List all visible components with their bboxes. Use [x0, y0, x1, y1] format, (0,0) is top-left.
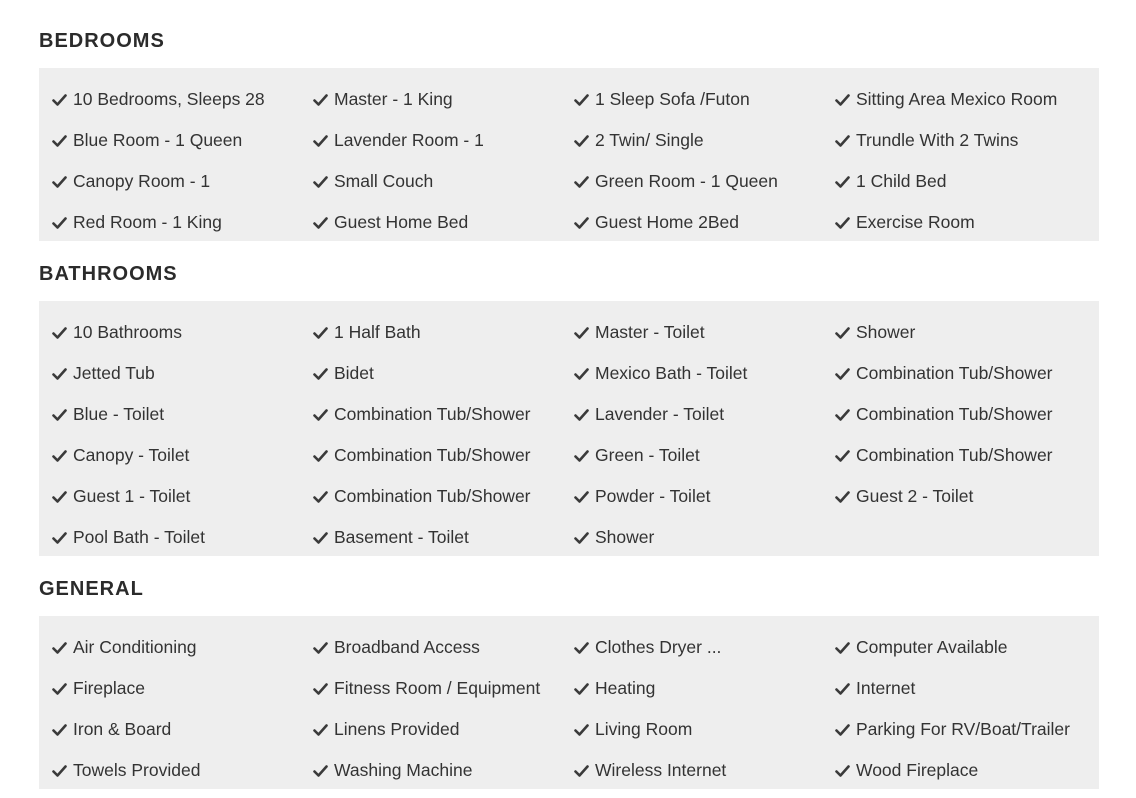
check-icon	[835, 93, 850, 107]
amenity-label: 10 Bedrooms, Sleeps 28	[73, 89, 265, 109]
amenity-item	[313, 476, 574, 517]
amenity-item	[574, 709, 835, 750]
amenity-label: Guest 1 - Toilet	[73, 486, 191, 506]
amenity-label: Shower	[595, 527, 655, 547]
amenity-label: 1 Sleep Sofa /Futon	[595, 89, 750, 109]
amenity-label: Green - Toilet	[595, 445, 700, 465]
amenity-label: 10 Bathrooms	[73, 322, 182, 342]
amenity-item	[52, 202, 313, 243]
amenity-item	[835, 709, 1096, 750]
amenity-label: Master - 1 King	[334, 89, 453, 109]
check-icon	[574, 93, 589, 107]
amenity-item	[835, 353, 1096, 394]
check-icon	[574, 723, 589, 737]
amenity-item	[52, 517, 313, 558]
amenity-item	[52, 668, 313, 709]
amenity-item	[313, 668, 574, 709]
amenity-item	[574, 435, 835, 476]
check-icon	[313, 764, 328, 778]
amenity-label: Powder - Toilet	[595, 486, 711, 506]
bathrooms-section	[39, 260, 1099, 547]
amenity-grid	[39, 68, 1099, 243]
amenity-label: Linens Provided	[334, 719, 460, 739]
amenity-panel	[39, 301, 1099, 556]
check-icon	[52, 641, 67, 655]
amenity-label: Shower	[856, 322, 916, 342]
check-icon	[313, 531, 328, 545]
amenity-label: Trundle With 2 Twins	[856, 130, 1019, 150]
amenity-label: Bidet	[334, 363, 374, 383]
amenity-label: Jetted Tub	[73, 363, 155, 383]
amenity-label: Blue - Toilet	[73, 404, 165, 424]
check-icon	[574, 408, 589, 422]
general-section	[39, 575, 1099, 780]
amenity-label: Mexico Bath - Toilet	[595, 363, 748, 383]
amenity-item	[52, 435, 313, 476]
amenity-item	[835, 120, 1096, 161]
check-icon	[574, 764, 589, 778]
amenity-item	[313, 202, 574, 243]
check-icon	[313, 449, 328, 463]
amenity-item	[52, 476, 313, 517]
amenity-label: Green Room - 1 Queen	[595, 171, 778, 191]
amenity-label: Lavender - Toilet	[595, 404, 725, 424]
check-icon	[52, 326, 67, 340]
amenity-item	[835, 79, 1096, 120]
amenity-label: Wireless Internet	[595, 760, 727, 780]
check-icon	[574, 682, 589, 696]
check-icon	[313, 367, 328, 381]
check-icon	[574, 175, 589, 189]
amenity-item	[574, 79, 835, 120]
check-icon	[574, 641, 589, 655]
amenity-label: Washing Machine	[334, 760, 473, 780]
amenity-item	[574, 476, 835, 517]
check-icon	[835, 326, 850, 340]
check-icon	[835, 175, 850, 189]
amenity-item	[835, 202, 1096, 243]
amenity-item	[835, 668, 1096, 709]
amenity-label: Blue Room - 1 Queen	[73, 130, 243, 150]
check-icon	[835, 641, 850, 655]
amenity-item	[574, 161, 835, 202]
check-icon	[313, 134, 328, 148]
check-icon	[52, 367, 67, 381]
amenity-label: Exercise Room	[856, 212, 975, 232]
amenity-label: Canopy - Toilet	[73, 445, 190, 465]
check-icon	[835, 134, 850, 148]
amenity-panel	[39, 616, 1099, 789]
amenity-item	[835, 161, 1096, 202]
check-icon	[835, 723, 850, 737]
amenity-label: Basement - Toilet	[334, 527, 469, 547]
amenity-panel	[39, 68, 1099, 241]
amenity-item	[835, 394, 1096, 435]
amenity-item	[52, 394, 313, 435]
amenity-item	[835, 476, 1096, 517]
check-icon	[574, 367, 589, 381]
check-icon	[313, 175, 328, 189]
check-icon	[574, 490, 589, 504]
amenity-item	[313, 120, 574, 161]
amenity-label: Small Couch	[334, 171, 434, 191]
amenity-item	[313, 161, 574, 202]
amenity-label: Combination Tub/Shower	[334, 486, 531, 506]
amenity-label: Iron & Board	[73, 719, 172, 739]
check-icon	[835, 408, 850, 422]
amenity-item	[574, 627, 835, 668]
section-title: BATHROOMS	[39, 263, 178, 285]
section-title: GENERAL	[39, 578, 144, 600]
check-icon	[835, 216, 850, 230]
amenity-label: Wood Fireplace	[856, 760, 979, 780]
amenity-item	[574, 750, 835, 791]
amenity-item	[52, 353, 313, 394]
amenity-label: Guest Home Bed	[334, 212, 469, 232]
check-icon	[313, 93, 328, 107]
amenity-item	[313, 312, 574, 353]
amenity-item	[574, 202, 835, 243]
amenity-label: Lavender Room - 1	[334, 130, 484, 150]
amenity-item	[313, 435, 574, 476]
check-icon	[835, 682, 850, 696]
amenity-label: Broadband Access	[334, 637, 480, 657]
amenity-label: Combination Tub/Shower	[856, 363, 1053, 383]
amenity-item	[835, 750, 1096, 791]
check-icon	[52, 490, 67, 504]
check-icon	[313, 723, 328, 737]
amenity-label: Combination Tub/Shower	[856, 404, 1053, 424]
check-icon	[574, 449, 589, 463]
check-icon	[52, 449, 67, 463]
amenity-label: Towels Provided	[73, 760, 201, 780]
check-icon	[835, 490, 850, 504]
check-icon	[313, 490, 328, 504]
amenity-item	[574, 517, 835, 558]
amenity-item	[313, 750, 574, 791]
amenity-item	[52, 312, 313, 353]
check-icon	[52, 682, 67, 696]
check-icon	[52, 93, 67, 107]
section-title: BEDROOMS	[39, 30, 165, 52]
amenity-label: Clothes Dryer ...	[595, 637, 722, 657]
amenity-label: Pool Bath - Toilet	[73, 527, 205, 547]
amenity-item	[52, 627, 313, 668]
amenity-item	[313, 353, 574, 394]
amenity-label: Living Room	[595, 719, 693, 739]
amenity-item	[313, 79, 574, 120]
check-icon	[313, 408, 328, 422]
check-icon	[313, 216, 328, 230]
amenity-item	[574, 668, 835, 709]
amenity-item	[313, 394, 574, 435]
amenity-item	[574, 353, 835, 394]
amenity-label: Red Room - 1 King	[73, 212, 222, 232]
amenity-label: Combination Tub/Shower	[334, 404, 531, 424]
amenity-label: 1 Half Bath	[334, 322, 421, 342]
amenity-item	[313, 627, 574, 668]
amenity-label: Combination Tub/Shower	[334, 445, 531, 465]
amenity-label: Guest 2 - Toilet	[856, 486, 974, 506]
amenity-label: 2 Twin/ Single	[595, 130, 704, 150]
amenity-label: Master - Toilet	[595, 322, 705, 342]
amenity-label: Guest Home 2Bed	[595, 212, 739, 232]
check-icon	[574, 326, 589, 340]
check-icon	[52, 134, 67, 148]
amenity-label: Fireplace	[73, 678, 145, 698]
amenity-label: Parking For RV/Boat/Trailer	[856, 719, 1070, 739]
amenity-label: Sitting Area Mexico Room	[856, 89, 1058, 109]
amenity-item	[52, 750, 313, 791]
check-icon	[574, 216, 589, 230]
check-icon	[52, 175, 67, 189]
check-icon	[835, 764, 850, 778]
check-icon	[52, 531, 67, 545]
check-icon	[313, 326, 328, 340]
amenity-item	[835, 627, 1096, 668]
amenity-item	[835, 312, 1096, 353]
amenity-item	[835, 435, 1096, 476]
amenity-label: Air Conditioning	[73, 637, 197, 657]
amenity-item	[313, 709, 574, 750]
amenity-label: Combination Tub/Shower	[856, 445, 1053, 465]
amenity-item	[574, 312, 835, 353]
amenity-item	[52, 709, 313, 750]
check-icon	[313, 641, 328, 655]
amenity-label: Fitness Room / Equipment	[334, 678, 541, 698]
check-icon	[52, 723, 67, 737]
amenity-label: Internet	[856, 678, 916, 698]
amenity-label: Heating	[595, 678, 656, 698]
check-icon	[574, 134, 589, 148]
check-icon	[835, 367, 850, 381]
check-icon	[52, 216, 67, 230]
bedrooms-section	[39, 27, 1099, 232]
amenity-item	[313, 517, 574, 558]
amenity-label: Computer Available	[856, 637, 1008, 657]
amenity-item	[574, 394, 835, 435]
amenity-label: 1 Child Bed	[856, 171, 947, 191]
amenity-item	[52, 120, 313, 161]
amenity-label: Canopy Room - 1	[73, 171, 211, 191]
check-icon	[835, 449, 850, 463]
check-icon	[574, 531, 589, 545]
check-icon	[52, 408, 67, 422]
amenity-grid	[39, 616, 1099, 791]
check-icon	[313, 682, 328, 696]
amenity-item	[574, 120, 835, 161]
amenity-item	[52, 161, 313, 202]
amenity-grid	[39, 301, 1099, 558]
check-icon	[52, 764, 67, 778]
amenity-item	[52, 79, 313, 120]
